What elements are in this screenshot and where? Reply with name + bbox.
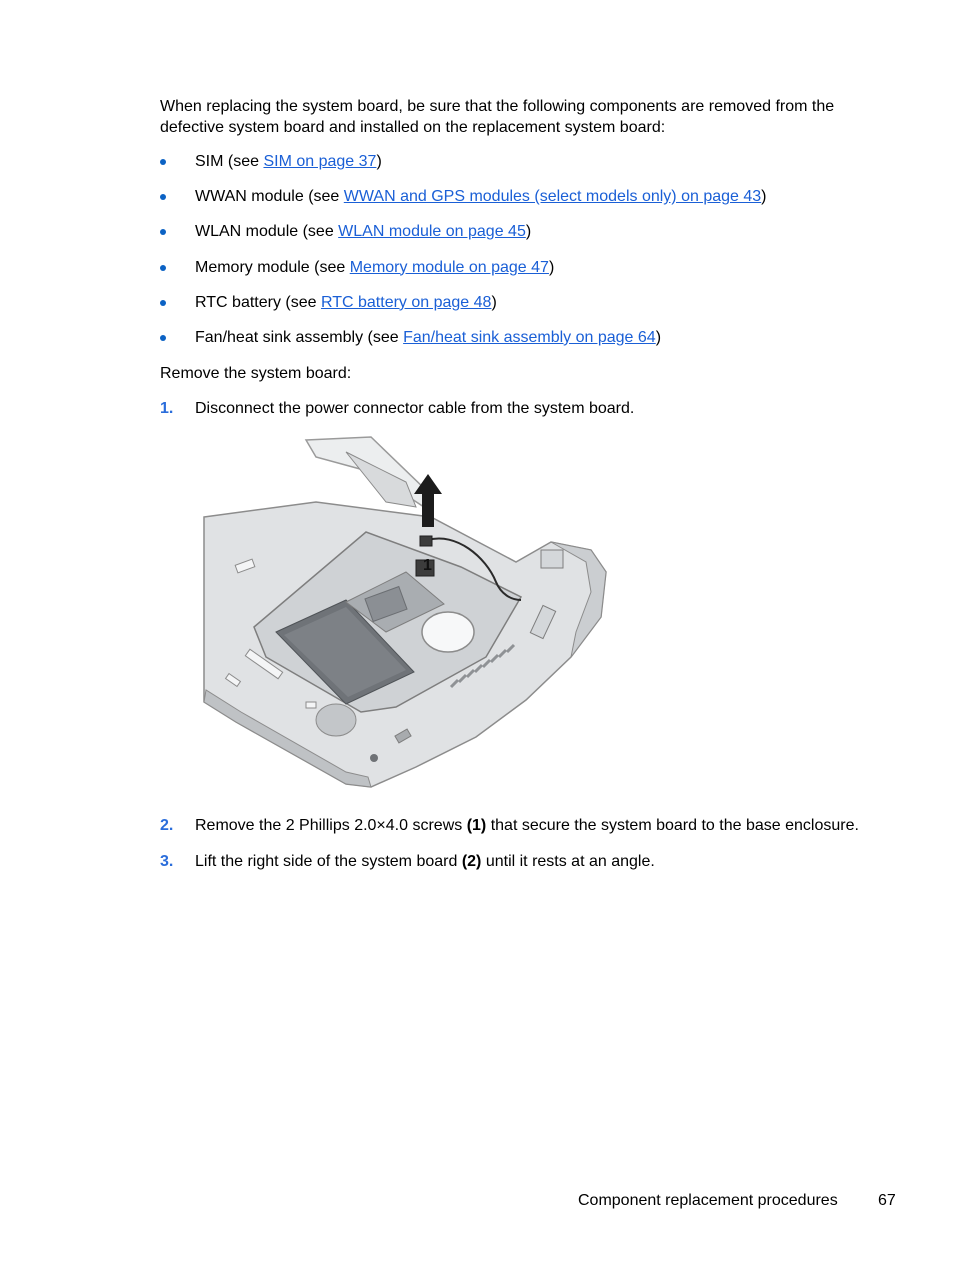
step-text: Remove the 2 Phillips 2.0×4.0 screws (1) that secure the system board to the base enclosure. (195, 817, 859, 834)
list-item: Fan/heat sink assembly (see Fan/heat sink assembly on page 64) (160, 327, 880, 362)
list-item: WWAN module (see WWAN and GPS modules (select models only) on page 43) (160, 186, 880, 221)
callout-reference: (2) (461, 853, 482, 870)
list-item: Memory module (see Memory module on page 47) (160, 257, 880, 292)
callout-reference: (1) (466, 817, 487, 834)
link-wlan[interactable]: WLAN module on page 45 (338, 223, 526, 241)
list-item: RTC battery (see RTC battery on page 48) (160, 292, 880, 327)
list-item: SIM (see SIM on page 37) (160, 151, 880, 186)
link-rtc[interactable]: RTC battery on page 48 (320, 293, 492, 311)
bullet-icon (160, 265, 166, 271)
component-list (160, 151, 880, 362)
bullet-icon (160, 300, 166, 306)
system-board-illustration (196, 432, 616, 792)
callout-label: 1 (423, 557, 432, 574)
list-item: WLAN module (see WLAN module on page 45) (160, 221, 880, 256)
bullet-icon (160, 159, 166, 165)
step-number: 3. (160, 853, 174, 870)
step-number: 2. (160, 817, 174, 834)
link-sim[interactable]: SIM on page 37 (263, 153, 377, 170)
bullet-icon (160, 229, 166, 235)
footer-section-title: Component replacement procedures (578, 1192, 838, 1209)
link-fan[interactable]: Fan/heat sink assembly on page 64 (403, 328, 656, 346)
step-text: Disconnect the power connector cable from the system board. (195, 400, 635, 417)
remove-heading: Remove the system board: (160, 365, 352, 382)
link-wwan[interactable]: WWAN and GPS modules (select models only) on page 43 (343, 188, 762, 206)
bullet-icon (160, 194, 166, 200)
link-memory[interactable]: Memory module on page 47 (349, 258, 549, 276)
intro-paragraph: When replacing the system board, be sure that the following components are removed from the defective system board and installed on the replacement system board: (160, 98, 835, 136)
page-number: 67 (878, 1192, 896, 1209)
step-text: Lift the right side of the system board (2) until it rests at an angle. (195, 853, 655, 870)
bullet-icon (160, 335, 166, 341)
step-number: 1. (160, 400, 174, 417)
